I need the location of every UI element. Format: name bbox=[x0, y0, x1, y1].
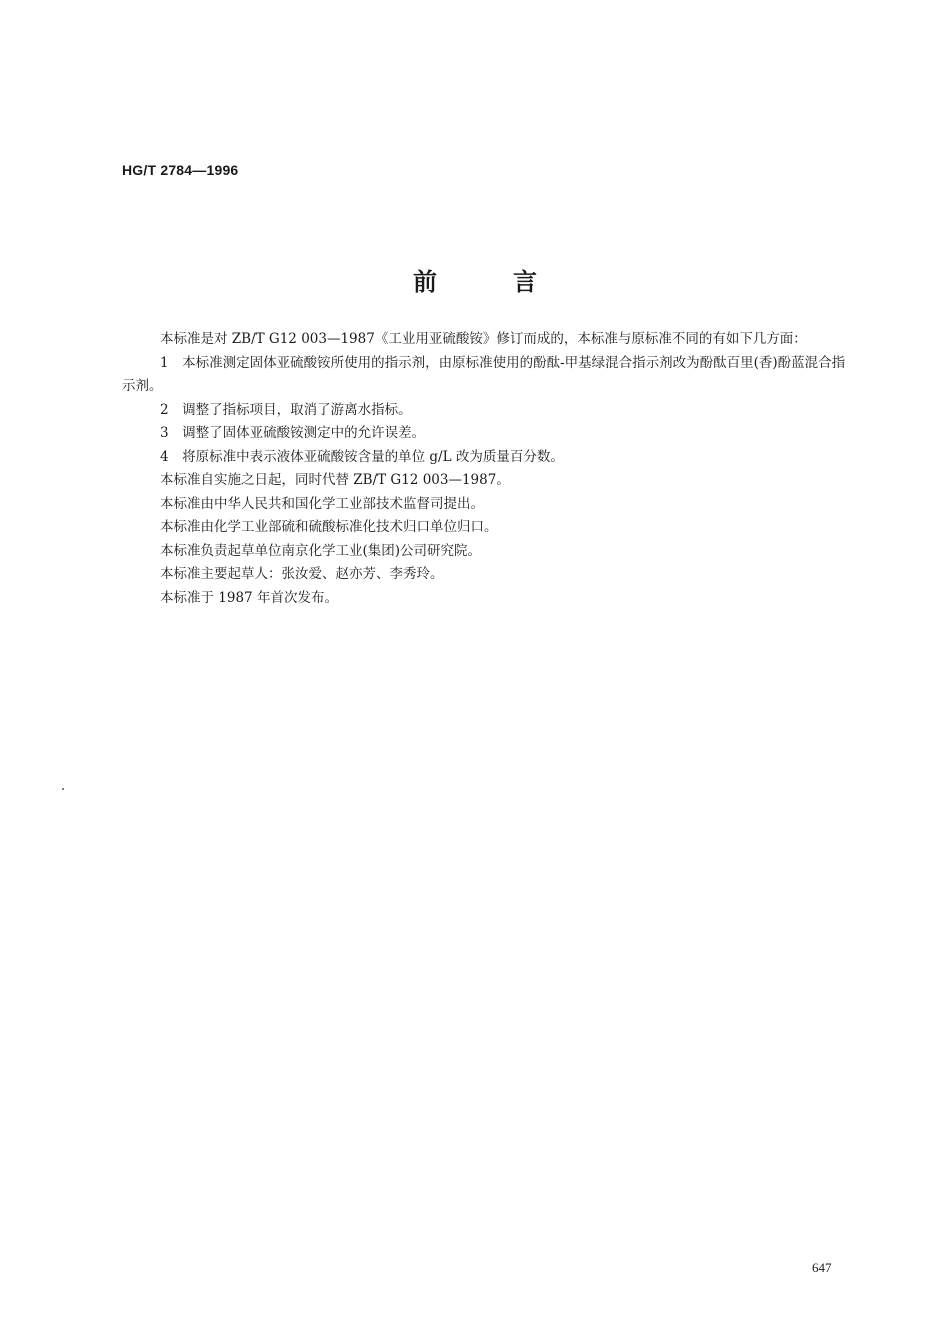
paragraph-replacement: 本标准自实施之日起，同时代替 ZB/T G12 003—1987。 bbox=[160, 472, 510, 488]
paragraph-item-2: 2 调整了指标项目，取消了游离水指标。 bbox=[160, 401, 412, 418]
paragraph-proposer: 本标准由中华人民共和国化学工业部技术监督司提出。 bbox=[160, 495, 484, 512]
paragraph-intro: 本标准是对 ZB/T G12 003—1987《工业用亚硫酸铵》修订而成的，本标准与原标准不同的有如下几方面： bbox=[160, 331, 807, 347]
paragraph-item-4: 4 将原标准中表示液体亚硫酸铵含量的单位 g/L 改为质量百分数。 bbox=[160, 448, 564, 465]
paragraph-drafting-unit: 本标准负责起草单位南京化学工业(集团)公司研究院。 bbox=[160, 542, 482, 559]
paragraph-drafters: 本标准主要起草人：张汝爱、赵亦芳、李秀玲。 bbox=[160, 566, 444, 582]
paragraph-first-release: 本标准于 1987 年首次发布。 bbox=[160, 589, 338, 606]
section-title: 前言 bbox=[413, 268, 613, 296]
scan-speck bbox=[62, 788, 64, 790]
document-code: HG/T 2784—1996 bbox=[122, 162, 239, 178]
paragraph-item-1: 1 本标准测定固体亚硫酸铵所使用的指示剂，由原标准使用的酚酞-甲基绿混合指示剂改为酚酞百里(香)酚蓝混合指示剂。 bbox=[122, 354, 846, 394]
paragraph-administrator: 本标准由化学工业部硫和硫酸标准化技术归口单位归口。 bbox=[160, 519, 498, 535]
paragraph-item-3: 3 调整了固体亚硫酸铵测定中的允许误差。 bbox=[160, 425, 426, 441]
page-number: 647 bbox=[812, 1260, 832, 1275]
foreword-body bbox=[122, 328, 857, 610]
